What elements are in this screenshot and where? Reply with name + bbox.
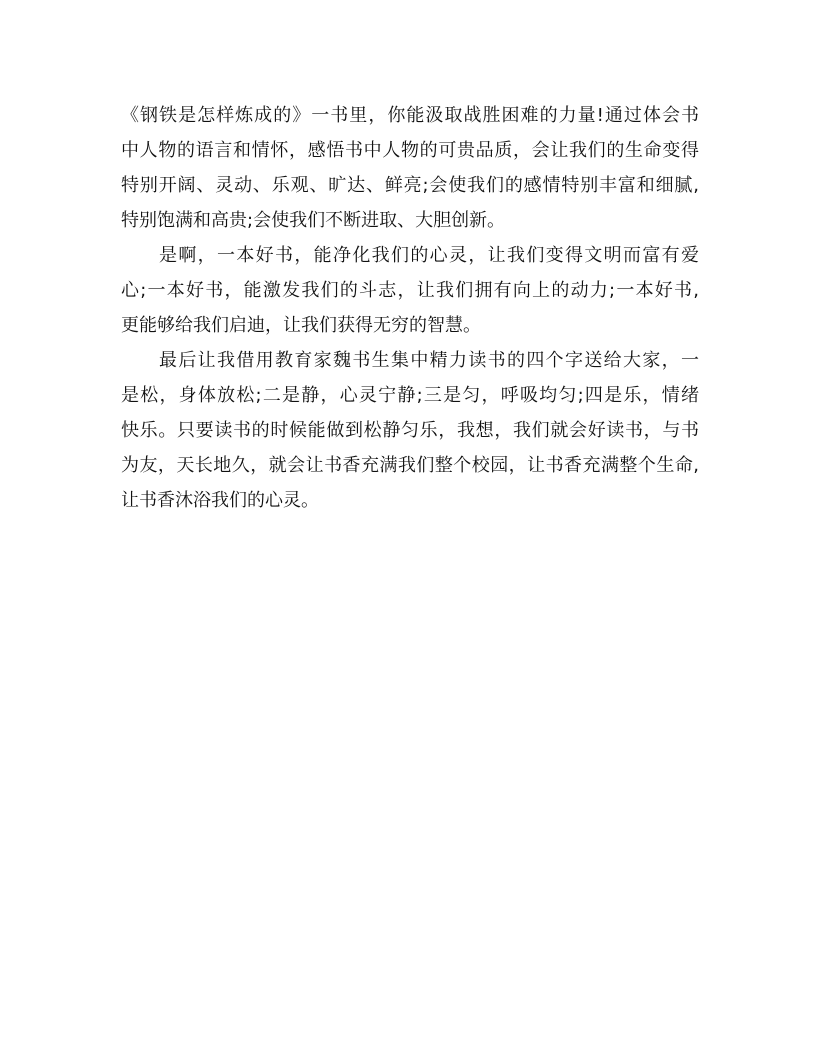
paragraph-3 bbox=[121, 343, 699, 518]
paragraph-1 bbox=[121, 98, 699, 238]
paragraph-line: 中人物的语言和情怀，感悟书中人物的可贵品质，会让我们的生命变得 bbox=[121, 140, 699, 161]
paragraph-line: 最后让我借用教育家魏书生集中精力读书的四个字送给大家，一 bbox=[159, 350, 699, 371]
paragraph-line: 是啊，一本好书，能净化我们的心灵，让我们变得文明而富有爱 bbox=[159, 245, 699, 266]
document-body bbox=[121, 98, 699, 518]
paragraph-line: 心;一本好书，能激发我们的斗志，让我们拥有向上的动力;一本好书, bbox=[121, 280, 699, 301]
paragraph-line: 快乐。只要读书的时候能做到松静匀乐，我想，我们就会好读书，与书 bbox=[121, 420, 699, 441]
paragraph-line: 让书香沐浴我们的心灵。 bbox=[121, 490, 319, 511]
paragraph-line: 更能够给我们启迪，让我们获得无穷的智慧。 bbox=[121, 315, 481, 336]
paragraph-line: 特别开阔、灵动、乐观、旷达、鲜亮;会使我们的感情特别丰富和细腻, bbox=[121, 175, 699, 196]
paragraph-line: 为友，天长地久，就会让书香充满我们整个校园，让书香充满整个生命, bbox=[121, 455, 699, 476]
paragraph-line: 特别饱满和高贵;会使我们不断进取、大胆创新。 bbox=[121, 210, 506, 231]
paragraph-2 bbox=[121, 238, 699, 343]
paragraph-line: 是松，身体放松;二是静，心灵宁静;三是匀，呼吸均匀;四是乐，情绪 bbox=[121, 385, 699, 406]
paragraph-line: 《钢铁是怎样炼成的》一书里，你能汲取战胜困难的力量!通过体会书 bbox=[121, 105, 699, 126]
